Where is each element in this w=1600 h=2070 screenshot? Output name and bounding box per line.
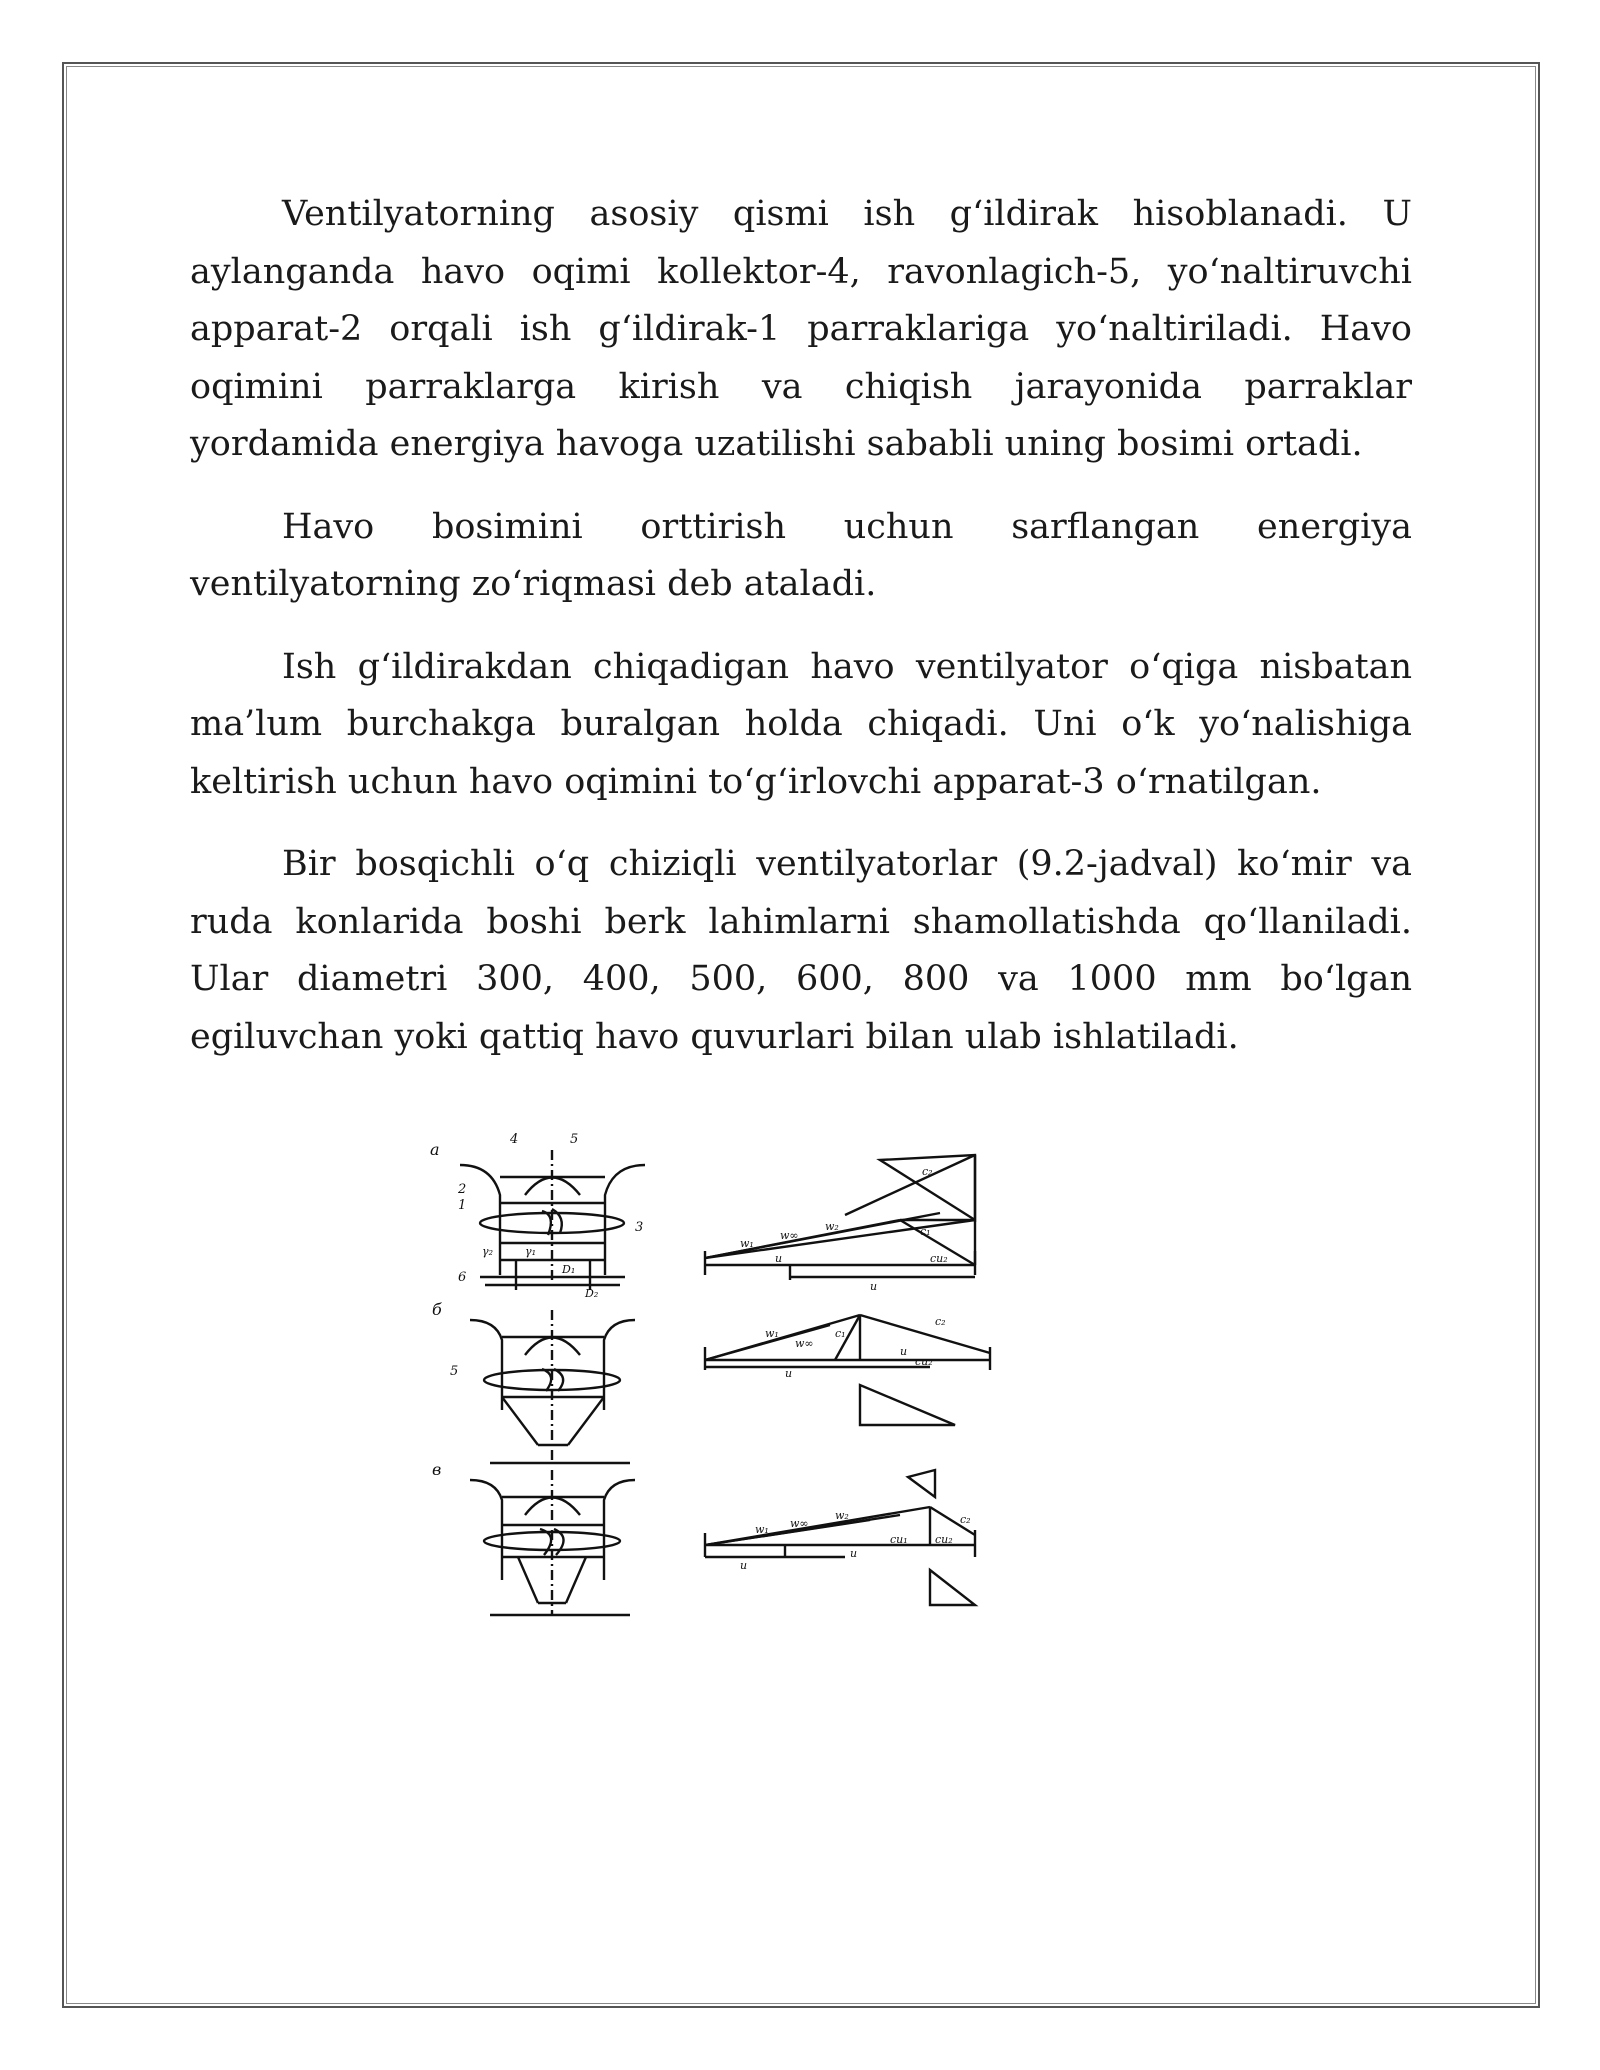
dimension-label-gamma1: γ₁ bbox=[525, 1245, 536, 1258]
vector-label-a-u2: u bbox=[870, 1280, 878, 1293]
vector-label-c-u1: u bbox=[740, 1559, 748, 1572]
part-label-collector: 4 bbox=[510, 1132, 519, 1147]
vector-label-a-cu2: cu₂ bbox=[930, 1252, 948, 1265]
dimension-label-d2: D₂ bbox=[585, 1287, 599, 1300]
part-label-fairing: 5 bbox=[570, 1132, 579, 1147]
fan-schematic-c bbox=[470, 1470, 635, 1615]
fan-diagram bbox=[430, 1125, 1190, 1625]
part-label-guide-apparatus: 2 bbox=[458, 1182, 467, 1197]
fan-diagram-figure bbox=[430, 1125, 1190, 1625]
figure-labels bbox=[430, 1132, 971, 1572]
dimension-label-gamma2: γ₂ bbox=[482, 1245, 493, 1258]
vector-label-c-c2: c₂ bbox=[960, 1513, 971, 1526]
vector-label-c-w2: w₂ bbox=[835, 1509, 849, 1522]
part-label-diffuser: 6 bbox=[458, 1270, 467, 1285]
vector-label-b-w1: w₁ bbox=[765, 1327, 779, 1340]
paragraph-4: Bir bosqichli o‘q chiziqli ventilyatorlar (9.2-jadval) ko‘mir va ruda konlarida boshi berk lahimlarni shamollatishda qo‘llaniladi. Ular diametri 300, 400, 500, 600, 800 va 1000 mm bo‘lgan egiluvchan yoki qattiq havo quvurlari bilan ulab ishlatiladi. bbox=[190, 844, 1412, 1057]
part-label-impeller: 1 bbox=[458, 1198, 467, 1213]
row-label-b: б bbox=[432, 1300, 442, 1319]
vector-label-a-c1: c₁ bbox=[920, 1225, 931, 1238]
paragraph-3: Ish g‘ildirakdan chiqadigan havo ventilyator o‘qiga nisbatan ma’lum burchakga buralgan holda chiqadi. Uni o‘k yo‘nalishiga keltirish uchun havo oqimini to‘g‘irlovchi apparat-3 o‘rnatilgan. bbox=[190, 646, 1412, 802]
vector-label-b-c1: c₁ bbox=[835, 1327, 846, 1340]
velocity-triangles-b bbox=[705, 1315, 990, 1425]
part-label-fairing-b: 5 bbox=[450, 1364, 459, 1379]
paragraph-2: Havo bosimini orttirish uchun sarflangan energiya ventilyatorning zo‘riqmasi deb ataladi. bbox=[190, 506, 1412, 604]
vector-label-c-u2: u bbox=[850, 1547, 858, 1560]
body-text bbox=[190, 186, 1412, 1091]
vector-label-b-u1: u bbox=[900, 1345, 908, 1358]
fan-schematic-a bbox=[460, 1150, 645, 1290]
vector-label-c-w1: w₁ bbox=[755, 1523, 769, 1536]
vector-label-b-cu2: cu₂ bbox=[915, 1355, 933, 1368]
vector-label-c-winf: w∞ bbox=[790, 1517, 809, 1530]
vector-label-b-u2: u bbox=[785, 1367, 793, 1380]
dimension-label-d1: D₁ bbox=[562, 1263, 576, 1276]
row-label-c: в bbox=[432, 1460, 442, 1479]
part-label-straightener: 3 bbox=[635, 1220, 644, 1235]
vector-label-b-winf: w∞ bbox=[795, 1337, 814, 1350]
vector-label-c-cu1: cu₁ bbox=[890, 1533, 908, 1546]
vector-label-a-u1: u bbox=[775, 1252, 783, 1265]
vector-label-c-cu2: cu₂ bbox=[935, 1533, 953, 1546]
vector-label-a-winf: w∞ bbox=[780, 1229, 799, 1242]
vector-label-b-c2: c₂ bbox=[935, 1315, 946, 1328]
paragraph-1: Ventilyatorning asosiy qismi ish g‘ildirak hisoblanadi. U aylanganda havo oqimi kollektor-4, ravonlagich-5, yo‘naltiruvchi apparat-2 orqali ish g‘ildirak-1 parraklariga yo‘naltiriladi. Havo oqimini parraklarga kirish va chiqish jarayonida parraklar yordamida energiya havoga uzatilishi sababli uning bosimi ortadi. bbox=[190, 194, 1412, 464]
vector-label-a-c2: c₂ bbox=[922, 1165, 933, 1178]
row-label-a: a bbox=[430, 1140, 440, 1159]
vector-label-a-w2: w₂ bbox=[825, 1220, 839, 1233]
vector-label-a-w1: w₁ bbox=[740, 1237, 754, 1250]
fan-schematic-b bbox=[470, 1310, 635, 1463]
